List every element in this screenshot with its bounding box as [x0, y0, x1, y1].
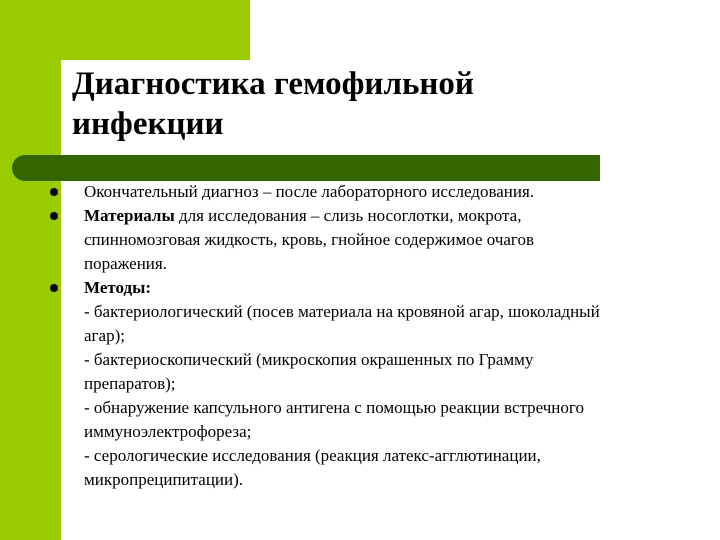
method-line: препаратов); — [84, 374, 176, 393]
method-line: - обнаружение капсульного антигена с помощью реакции встречного — [84, 398, 584, 417]
method-line: агар); — [84, 326, 125, 345]
list-item — [50, 204, 700, 276]
item-text-line: спинномозговая жидкость, кровь, гнойное содержимое очагов — [84, 230, 534, 249]
bullet-icon — [50, 284, 58, 292]
bullet-list — [50, 180, 700, 492]
title-line-2: инфекции — [72, 106, 224, 142]
method-line: микропреципитации). — [84, 470, 244, 489]
method-line: - бактериоскопический (микроскопия окрашенных по Грамму — [84, 350, 534, 369]
bullet-icon — [50, 212, 58, 220]
item-text-line: поражения. — [84, 254, 167, 273]
method-line: - серологические исследования (реакция латекс-агглютинации, — [84, 446, 541, 465]
bullet-icon — [50, 188, 58, 196]
item-text: Окончательный диагноз – после лабораторного исследования. — [84, 182, 535, 201]
list-item — [50, 276, 700, 492]
method-line: иммуноэлектрофореза; — [84, 422, 252, 441]
title-underline-bar — [12, 155, 600, 181]
item-heading: Методы: — [84, 278, 152, 297]
method-line: - бактериологический (посев материала на кровяной агар, шоколадный — [84, 302, 600, 321]
title-line-1: Диагностика гемофильной — [72, 66, 474, 102]
item-text: для исследования – слизь носоглотки, мокрота, — [174, 206, 522, 225]
list-item — [50, 180, 700, 204]
item-heading: Материалы — [84, 206, 175, 225]
accent-block — [0, 0, 250, 60]
slide-title — [72, 64, 632, 144]
